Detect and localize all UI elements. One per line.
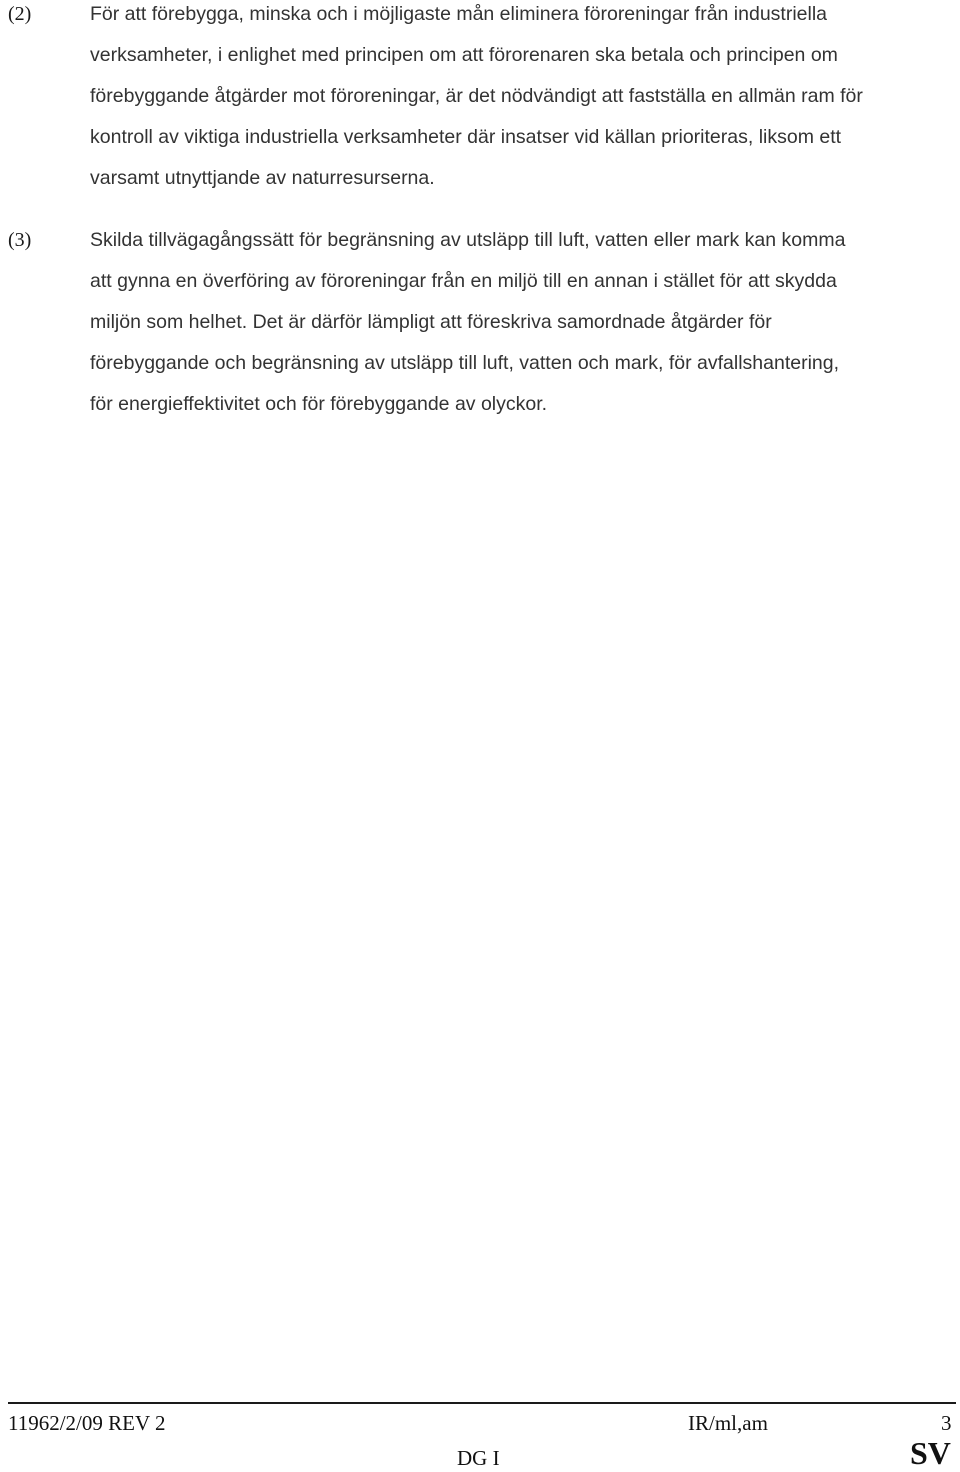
text-line: miljön som helhet. Det är därför lämpligt att föreskriva samordnade åtgärder för xyxy=(90,311,772,333)
text-line: kontroll av viktiga industriella verksamheter där insatser vid källan prioriteras, liksom ett xyxy=(90,126,842,148)
text-line: för energieffektivitet och för förebyggande av olyckor. xyxy=(90,393,548,415)
paragraph-text xyxy=(90,220,950,425)
text-line: För att förebygga, minska och i möjligaste mån eliminera föroreningar från industriella xyxy=(90,3,828,25)
text-line: Skilda tillvägagångssätt för begränsning av utsläpp till luft, vatten eller mark kan komma xyxy=(90,229,846,251)
text-line: förebyggande och begränsning av utsläpp till luft, vatten och mark, för avfallshantering, xyxy=(90,352,840,374)
text-line: att gynna en överföring av föroreningar från en miljö till en annan i stället för att skydda xyxy=(90,270,837,292)
author-initials: IR/ml,am xyxy=(688,1411,768,1435)
document-reference: 11962/2/09 REV 2 xyxy=(8,1411,166,1435)
paragraph-number: (2) xyxy=(8,3,32,25)
language-code: SV xyxy=(910,1435,951,1471)
directorate-label: DG I xyxy=(457,1446,500,1470)
paragraph-number: (3) xyxy=(8,229,32,251)
footer-divider xyxy=(8,1402,956,1404)
paragraph-text xyxy=(90,0,950,199)
page-number: 3 xyxy=(941,1411,952,1435)
text-line: varsamt utnyttjande av naturresurserna. xyxy=(90,167,435,189)
text-line: verksamheter, i enlighet med principen om att förorenaren ska betala och principen om xyxy=(90,44,838,66)
text-line: förebyggande åtgärder mot föroreningar, är det nödvändigt att fastställa en allmän ram för xyxy=(90,85,863,107)
